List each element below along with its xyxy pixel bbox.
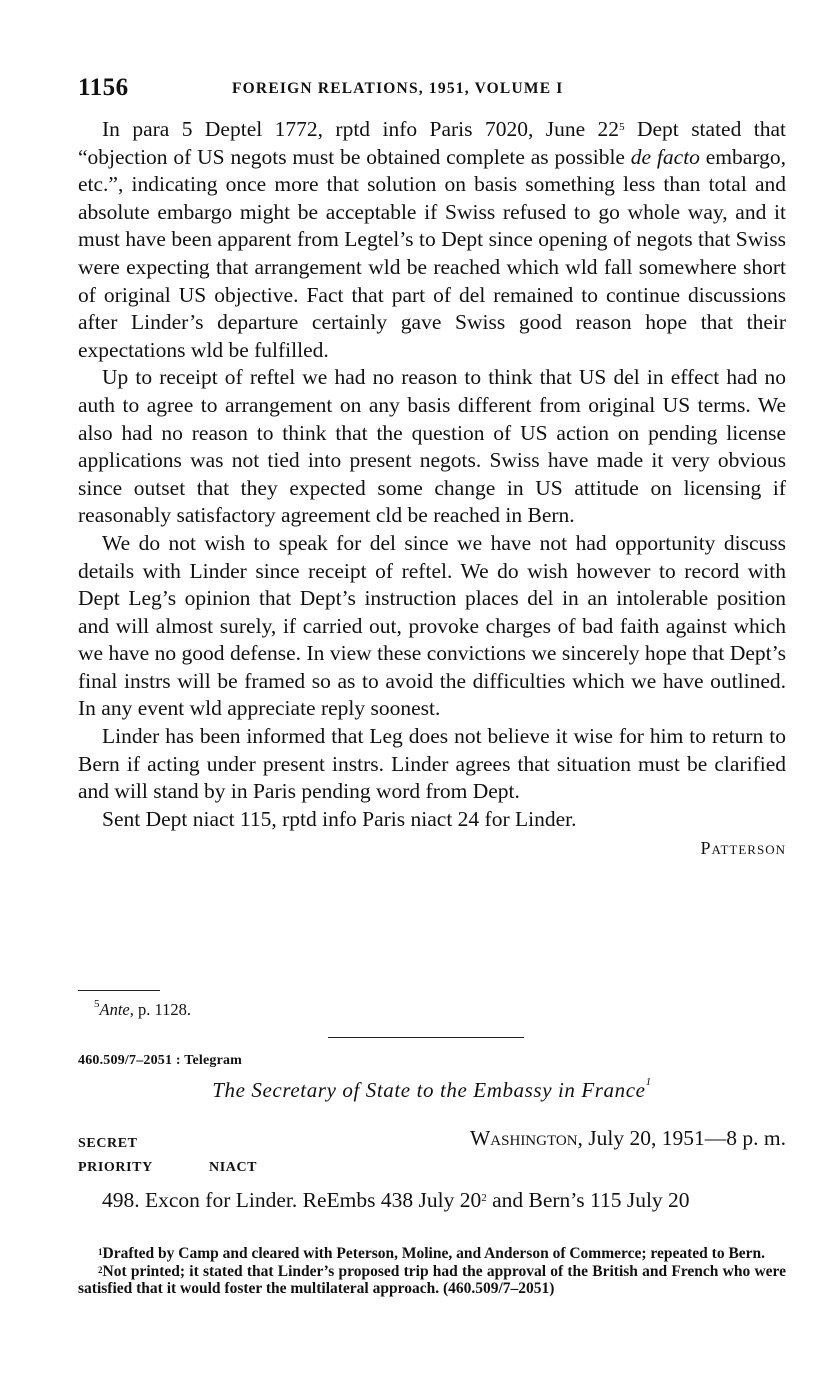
body-text <box>78 116 786 863</box>
footnote-1-text: Drafted by Camp and cleared with Peterson, Moline, and Anderson of Commerce; repeated to Bern. <box>102 1245 766 1262</box>
priority-label: PRIORITY <box>78 1160 153 1175</box>
footnote-5-italic: Ante, <box>99 1000 134 1019</box>
footnote-5-marker: 5 <box>94 998 100 1010</box>
paragraph-1-start: In para 5 Deptel 1772, rptd info Paris 7020, June 22 <box>102 117 620 141</box>
paragraph-1-end: embargo, etc.”, indicating once more that solution on basis something less than total and absolute embargo might be acceptable if Swiss refused to go whole way, and it must have been apparent from Legtel’s to Dept since opening of negots that Swiss were expecting that arrangement wld be reached which wld fall somewhere short of original US objective. Fact that part of del remained to continue discussions after Linder’s departure certainly gave Swiss good reason hope that their expectations wld be fulfilled. <box>78 144 786 362</box>
footnotes <box>78 1245 786 1298</box>
message-opening <box>102 1186 690 1214</box>
footnote-2 <box>78 1263 786 1298</box>
paragraph-4: Linder has been informed that Leg does not believe it wise for him to return to Bern if acting under present instrs. Linder agrees that situation must be clarified and will stand by in Paris pending word from Dept. <box>78 724 786 804</box>
footnote-ref-1: 1 <box>645 1076 652 1088</box>
footnote-ref-5: 5 <box>619 121 625 133</box>
signature: Patterson <box>700 838 786 859</box>
paragraph-3: We do not wish to speak for del since we have not had opportunity discuss details with Linder since receipt of reftel. We do wish however to record with Dept Leg’s opinion that Dept’s instruction places del in an intolerable position and will almost surely, if carried out, provoke charges of bad faith against which we have no good defense. In view these convictions we sincerely hope that Dept’s final instrs will be framed so as to avoid the difficulties which we have outlined. In any event wld appreciate reply soonest. <box>78 530 786 721</box>
classification-label: SECRET <box>78 1136 138 1151</box>
paragraph-1 <box>78 116 786 364</box>
paragraph-1-middle: Dept stated that “objection of US negots must be obtained complete as possible <box>78 117 786 169</box>
document-reference: 460.509/7–2051 : Telegram <box>78 1053 243 1068</box>
dateline <box>470 1126 786 1151</box>
running-head: FOREIGN RELATIONS, 1951, VOLUME I <box>232 80 564 97</box>
footnote-5-text: p. 1128. <box>133 1000 192 1019</box>
footnote-2-marker: 2 <box>98 1264 103 1275</box>
dateline-place: Washington, <box>470 1126 583 1150</box>
page-header <box>78 74 786 106</box>
document-page <box>78 0 786 1380</box>
footnote-ref-2: 2 <box>481 1192 487 1204</box>
dateline-date: July 20, 1951—8 p. m. <box>582 1126 786 1150</box>
footnote-2-text: Not printed; it stated that Linder’s proposed trip had the approval of the British and French who were satisfied that it would foster the multilateral approach. (460.509/7–2051) <box>78 1262 786 1297</box>
paragraph-5: Sent Dept niact 115, rptd info Paris niact 24 for Linder. <box>102 806 577 831</box>
footnote-5 <box>94 1000 191 1020</box>
page-number: 1156 <box>78 74 129 101</box>
paragraph-2: Up to receipt of reftel we had no reason to think that US del in effect had no auth to agree to arrangement on any basis different from original US terms. We also had no reason to think that the question of US action on pending license applications was not tied into present negots. Swiss have made it very obvious since outset that they expected some change in US attitude on licensing if reasonably satisfactory agreement cld be reached in Bern. <box>78 365 786 528</box>
footnote-divider <box>78 990 160 991</box>
section-divider <box>328 1037 524 1038</box>
message-text-end: and Bern’s 115 July 20 <box>486 1188 690 1212</box>
document-title-text: The Secretary of State to the Embassy in France <box>212 1078 646 1102</box>
niact-label: NIACT <box>209 1160 258 1175</box>
paragraph-1-italic: de facto <box>630 144 700 169</box>
footnote-1 <box>78 1245 786 1263</box>
message-text-start: 498. Excon for Linder. ReEmbs 438 July 20 <box>102 1188 482 1212</box>
document-title <box>78 1078 786 1103</box>
footnote-1-marker: 1 <box>98 1247 103 1257</box>
